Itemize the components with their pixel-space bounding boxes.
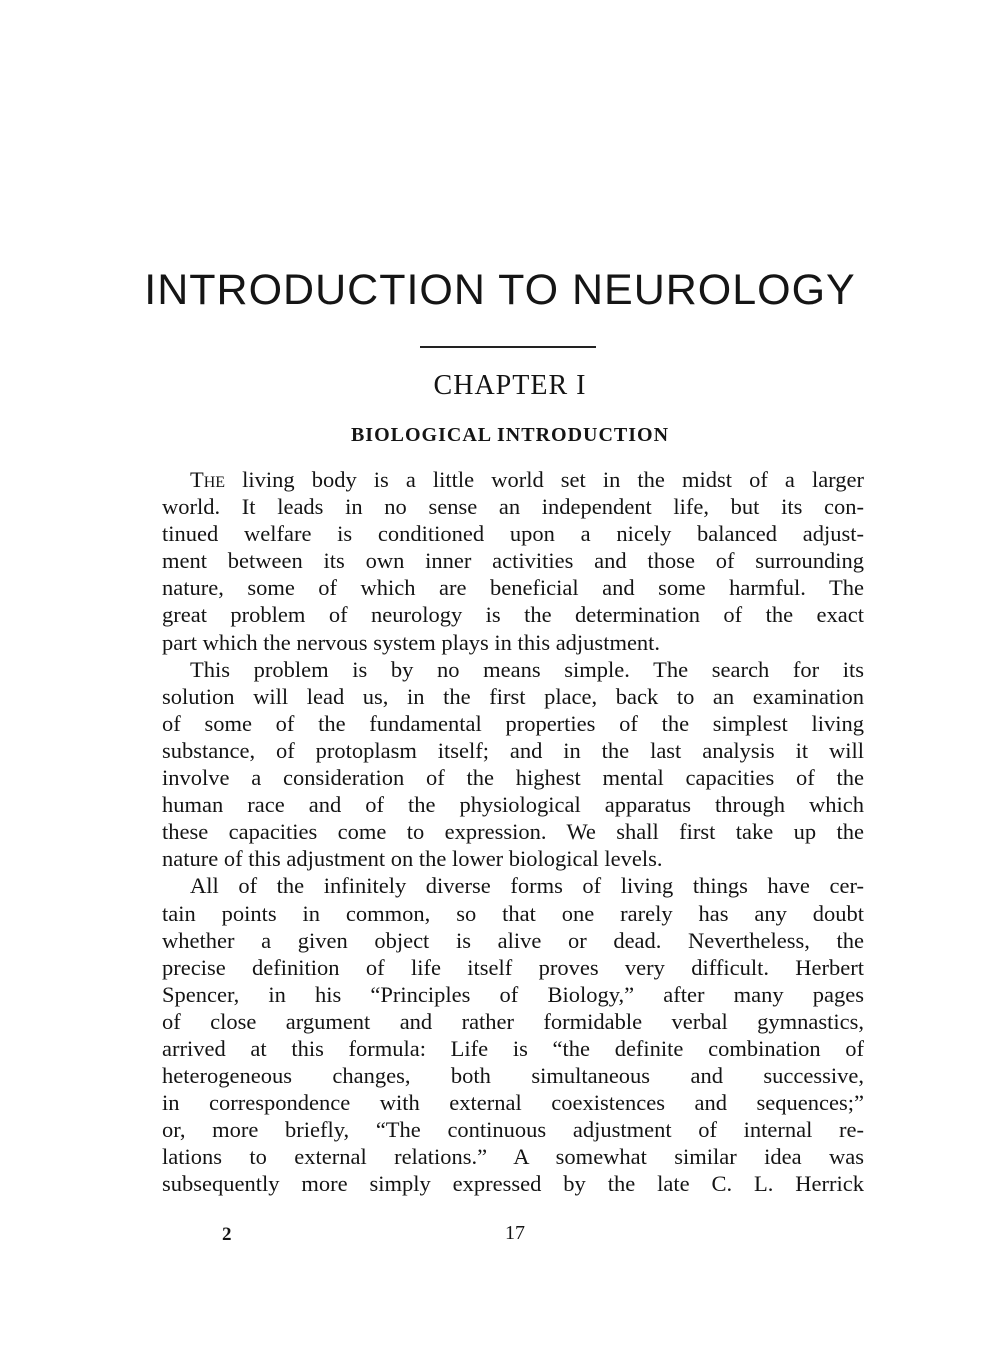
text-line: or, more briefly, “The continuous adjustment of internal re- xyxy=(162,1117,864,1143)
signature-mark: 2 xyxy=(222,1224,232,1245)
text-line: solution will lead us, in the first place, back to an examination xyxy=(162,683,864,709)
text-line: these capacities come to expression. We shall first take up the xyxy=(162,819,864,845)
text-line: Spencer, in his “Principles of Biology,” after many pages xyxy=(162,981,864,1007)
text-line: lations to external relations.” A somewhat similar idea was xyxy=(162,1144,864,1170)
text-line xyxy=(162,466,864,493)
title-rule xyxy=(420,346,596,348)
text-line: arrived at this formula: Life is “the definite combination of xyxy=(162,1035,864,1061)
opening-word: The xyxy=(190,467,226,492)
text-line: All of the infinitely diverse forms of living things have cer- xyxy=(190,873,864,899)
book-title: INTRODUCTION TO NEUROLOGY xyxy=(144,266,856,314)
text-line: nature of this adjustment on the lower biological levels. xyxy=(162,846,663,872)
text-line: great problem of neurology is the determination of the exact xyxy=(162,602,864,628)
text-line: tinued welfare is conditioned upon a nicely balanced adjust- xyxy=(162,521,864,547)
text-line: world. It leads in no sense an independent life, but its con- xyxy=(162,494,864,520)
text-line: involve a consideration of the highest mental capacities of the xyxy=(162,765,864,791)
text-line: tain points in common, so that one rarely has any doubt xyxy=(162,900,864,926)
text-line: part which the nervous system plays in this adjustment. xyxy=(162,629,661,655)
text-line: nature, some of which are beneficial and some harmful. The xyxy=(162,575,864,601)
text-line: human race and of the physiological apparatus through which xyxy=(162,792,864,818)
chapter-title: BIOLOGICAL INTRODUCTION xyxy=(350,424,670,446)
text-line: precise definition of life itself proves very difficult. Herbert xyxy=(162,954,864,980)
chapter-label: CHAPTER I xyxy=(433,370,587,401)
text-line: of close argument and rather formidable verbal gymnastics, xyxy=(162,1008,864,1034)
text-line: heterogeneous changes, both simultaneous and successive, xyxy=(162,1063,864,1089)
text-line: ment between its own inner activities and those of surrounding xyxy=(162,548,864,574)
text-line: substance, of protoplasm itself; and in the last analysis it will xyxy=(162,737,864,763)
text-line: subsequently more simply expressed by the late C. L. Herrick xyxy=(162,1171,864,1197)
text-line-content: living body is a little world set in the midst of a larger xyxy=(225,467,864,492)
page-number: 17 xyxy=(505,1222,525,1244)
text-line: This problem is by no means simple. The search for its xyxy=(190,656,864,682)
body-text xyxy=(162,466,864,1198)
text-line: in correspondence with external coexistences and sequences;” xyxy=(162,1090,864,1116)
text-line: whether a given object is alive or dead. Nevertheless, the xyxy=(162,927,864,953)
text-line: of some of the fundamental properties of the simplest living xyxy=(162,710,864,736)
